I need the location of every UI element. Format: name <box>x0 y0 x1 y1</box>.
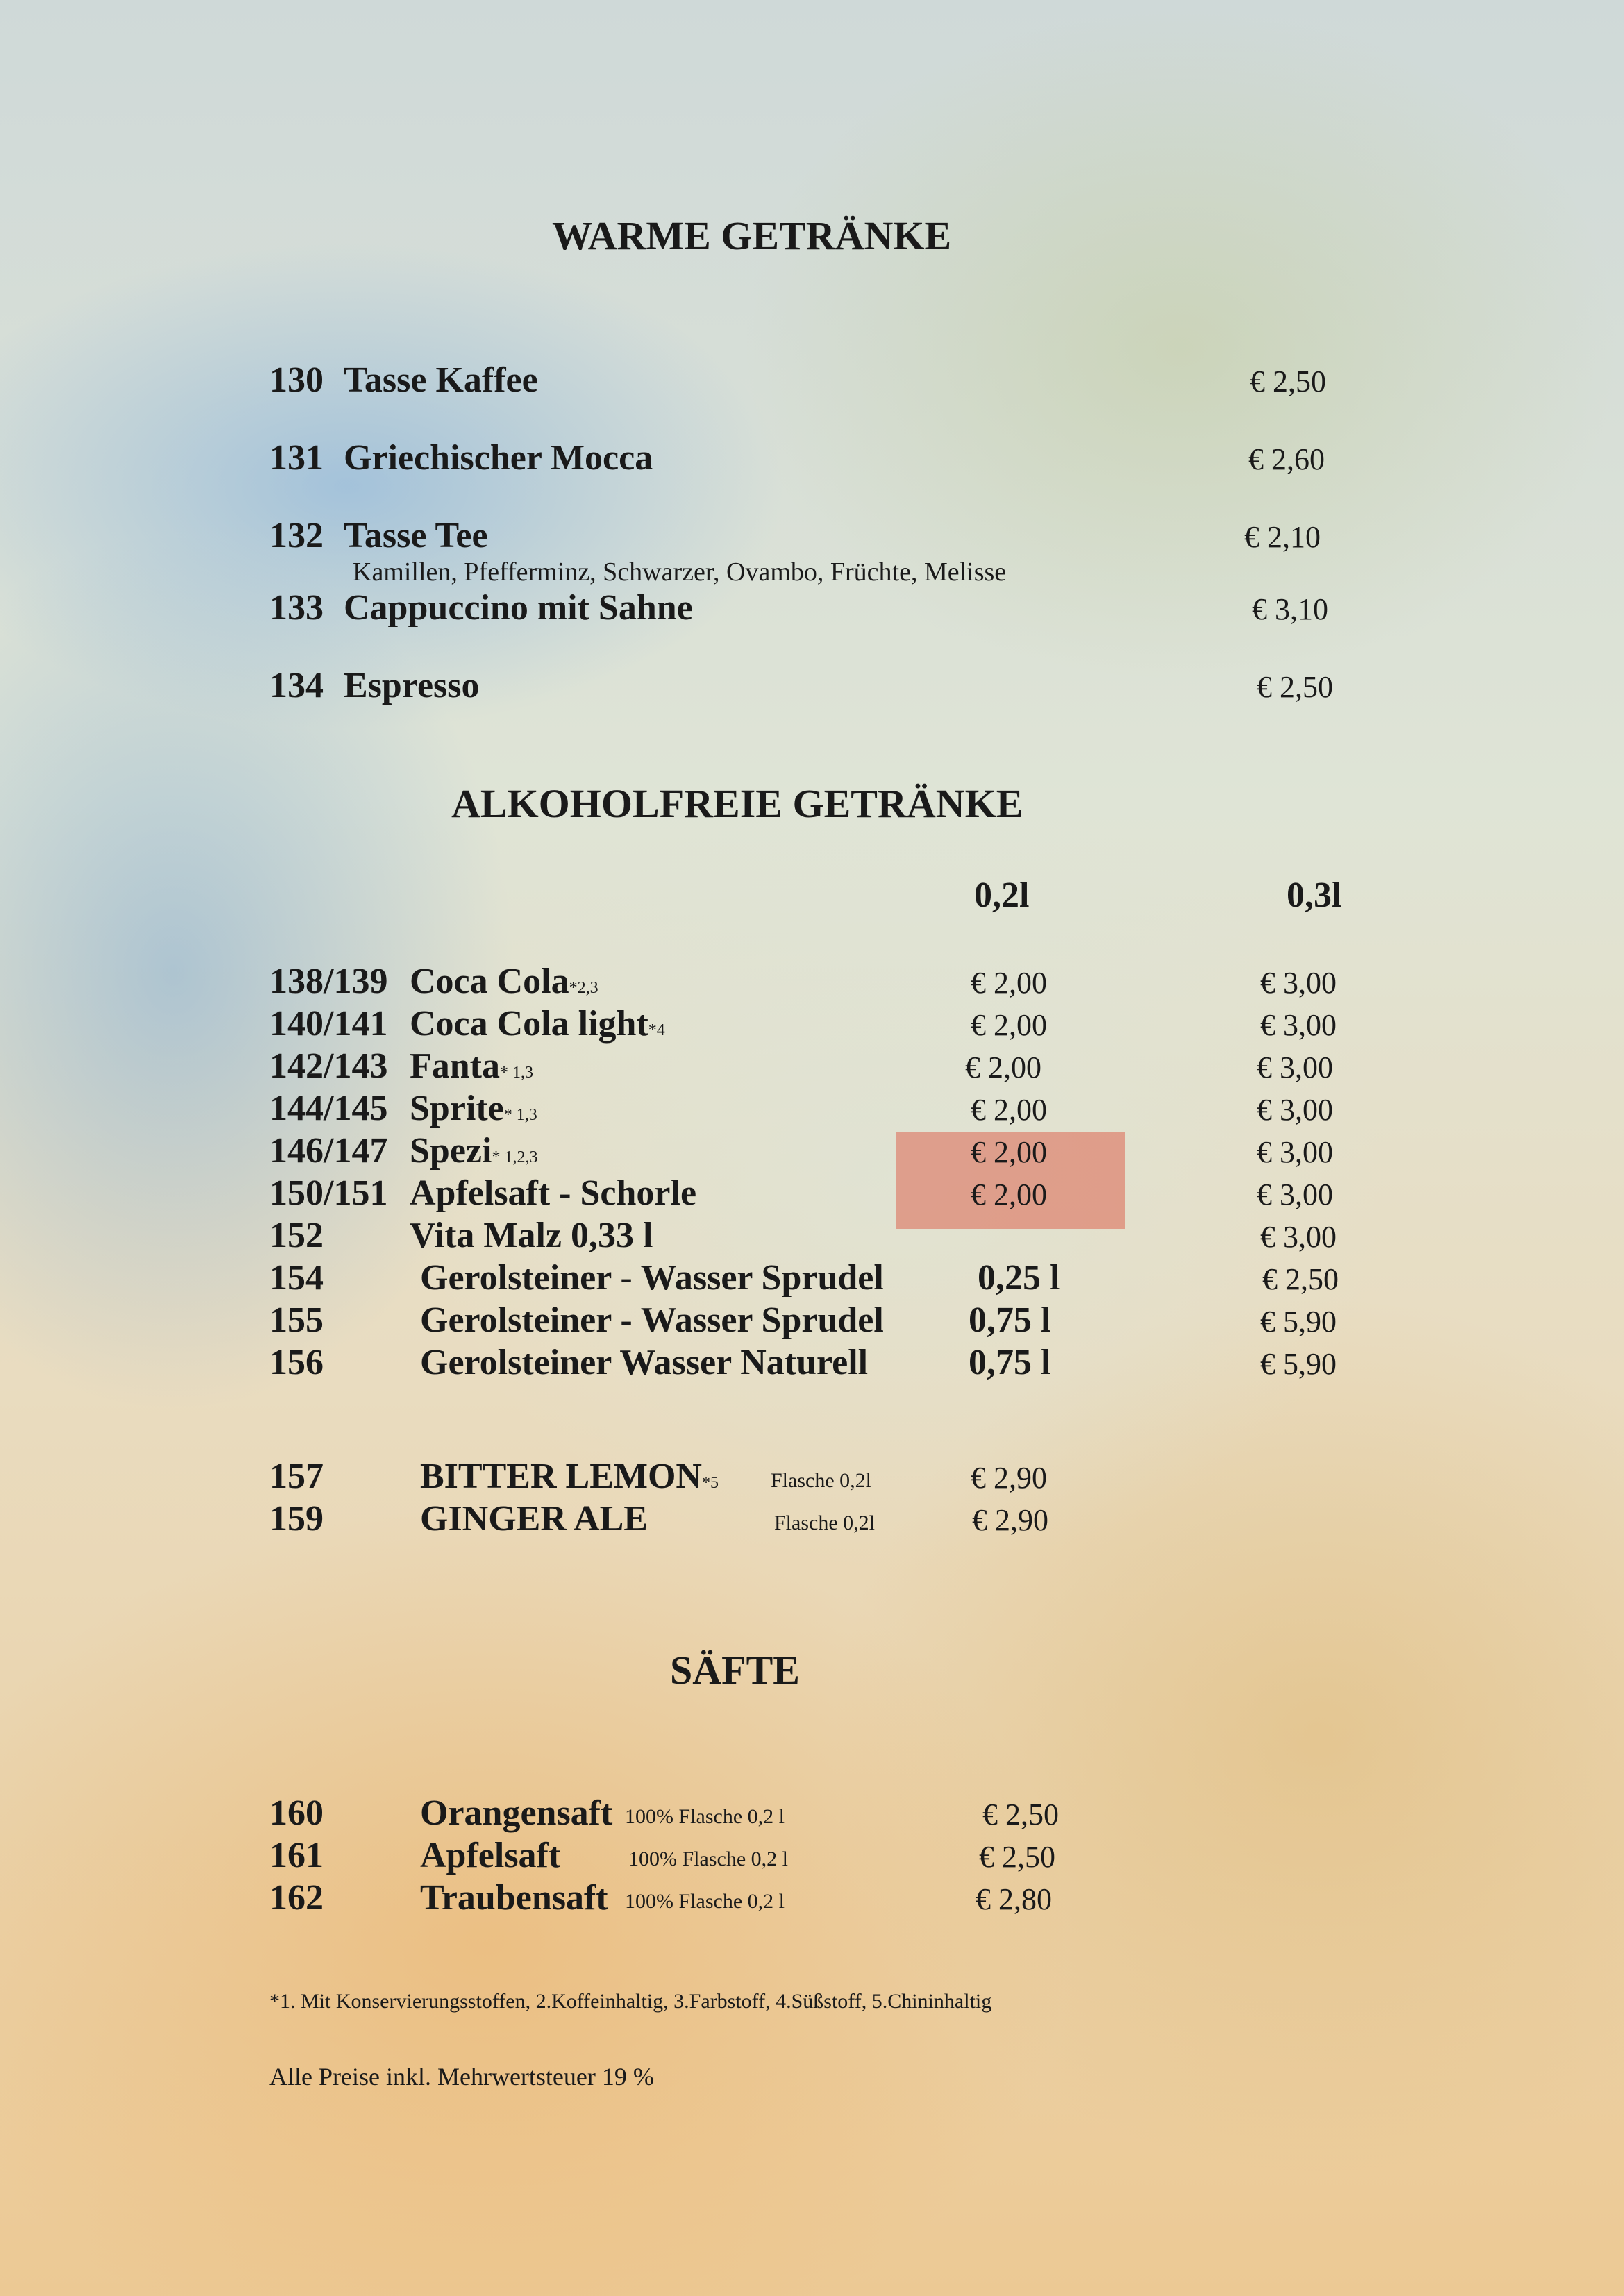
item-number: 152 <box>269 1216 324 1255</box>
item-number: 133 <box>269 588 324 628</box>
item-number: 144/145 <box>269 1089 388 1128</box>
item-price-large: € 3,00 <box>1257 1093 1333 1127</box>
item-size: 0,75 l <box>969 1300 1051 1340</box>
item-price: € 2,60 <box>1248 442 1325 476</box>
item-number: 140/141 <box>269 1004 388 1044</box>
additive-marker: *2,3 <box>569 979 598 997</box>
item-price-large: € 3,00 <box>1260 966 1337 1000</box>
additive-marker: *5 <box>701 1474 719 1492</box>
item-name: Apfelsaft <box>420 1836 561 1875</box>
item-size: 0,75 l <box>969 1343 1051 1382</box>
additive-marker: * 1,3 <box>503 1106 537 1124</box>
footnote-additives: *1. Mit Konservierungsstoffen, 2.Koffeinhaltig, 3.Farbstoff, 4.Süßstoff, 5.Chininhaltig <box>269 1990 992 2013</box>
section-title-soft: ALKOHOLFREIE GETRÄNKE <box>451 781 1023 826</box>
item-price: € 2,90 <box>971 1461 1047 1495</box>
item-name: Espresso <box>344 666 480 705</box>
item-price: € 5,90 <box>1260 1305 1337 1339</box>
item-description: Kamillen, Pfefferminz, Schwarzer, Ovambo, Früchte, Melisse <box>353 558 1007 587</box>
item-number: 155 <box>269 1300 324 1340</box>
item-number: 132 <box>269 516 324 555</box>
item-name: Gerolsteiner - Wasser Sprudel <box>420 1300 884 1340</box>
item-number: 154 <box>269 1258 324 1298</box>
item-name: Spezi* 1,2,3 <box>410 1131 538 1171</box>
item-name: Tasse Kaffee <box>344 360 538 400</box>
item-number: 130 <box>269 360 324 400</box>
item-price-large: € 3,00 <box>1257 1050 1333 1084</box>
item-name: BITTER LEMON*5 <box>420 1457 719 1496</box>
item-number: 138/139 <box>269 962 388 1001</box>
section-title-warm: WARME GETRÄNKE <box>552 213 952 258</box>
item-name: Orangensaft <box>420 1793 613 1833</box>
item-price: € 2,50 <box>979 1840 1055 1874</box>
item-name: Cappuccino mit Sahne <box>344 588 693 628</box>
section-title-juice: SÄFTE <box>670 1648 800 1693</box>
item-price: € 2,90 <box>972 1503 1048 1537</box>
item-number: 157 <box>269 1457 324 1496</box>
item-number: 142/143 <box>269 1046 388 1086</box>
item-price-small: € 2,00 <box>971 1135 1047 1169</box>
item-number: 131 <box>269 438 324 478</box>
item-price-large: € 3,00 <box>1260 1008 1337 1042</box>
item-name: Tasse Tee <box>344 516 488 555</box>
item-price: € 2,50 <box>1262 1262 1339 1296</box>
item-name: GINGER ALE <box>420 1499 648 1539</box>
item-name: Griechischer Mocca <box>344 438 653 478</box>
item-price: € 2,80 <box>976 1882 1052 1916</box>
item-name: Fanta* 1,3 <box>410 1046 533 1086</box>
item-detail: Flasche 0,2l <box>771 1469 871 1492</box>
item-name: Sprite* 1,3 <box>410 1089 537 1128</box>
item-name: Gerolsteiner - Wasser Sprudel <box>420 1258 884 1298</box>
item-number: 162 <box>269 1878 324 1918</box>
item-price: € 3,10 <box>1252 592 1328 626</box>
item-number: 146/147 <box>269 1131 388 1171</box>
item-size: 0,25 l <box>978 1258 1060 1298</box>
item-detail: Flasche 0,2l <box>774 1511 875 1534</box>
additive-marker: *4 <box>648 1021 665 1039</box>
item-number: 159 <box>269 1499 324 1539</box>
item-price: € 3,00 <box>1260 1220 1337 1254</box>
additive-marker: * 1,3 <box>500 1064 533 1082</box>
item-name: Coca Cola light*4 <box>410 1004 665 1044</box>
item-name: Coca Cola*2,3 <box>410 962 598 1001</box>
item-price: € 2,10 <box>1244 520 1321 554</box>
item-price-small: € 2,00 <box>971 1093 1047 1127</box>
item-number: 134 <box>269 666 324 705</box>
item-price: € 2,50 <box>1250 364 1326 399</box>
item-price: € 2,50 <box>982 1798 1059 1832</box>
item-price-small: € 2,00 <box>971 966 1047 1000</box>
item-price-large: € 3,00 <box>1257 1178 1333 1212</box>
item-name: Gerolsteiner Wasser Naturell <box>420 1343 869 1382</box>
item-detail: 100% Flasche 0,2 l <box>625 1890 785 1913</box>
item-price-small: € 2,00 <box>971 1008 1047 1042</box>
item-price: € 5,90 <box>1260 1347 1337 1381</box>
item-price-small: € 2,00 <box>971 1178 1047 1212</box>
item-name: Vita Malz 0,33 l <box>410 1216 653 1255</box>
item-name: Traubensaft <box>420 1878 608 1918</box>
item-number: 150/151 <box>269 1173 388 1213</box>
item-price-large: € 3,00 <box>1257 1135 1333 1169</box>
item-number: 156 <box>269 1343 324 1382</box>
additive-marker: * 1,2,3 <box>492 1148 538 1166</box>
item-number: 161 <box>269 1836 324 1875</box>
column-header-large: 0,3l <box>1287 875 1342 915</box>
item-price: € 2,50 <box>1257 670 1333 704</box>
item-detail: 100% Flasche 0,2 l <box>628 1847 788 1870</box>
item-price-small: € 2,00 <box>965 1050 1041 1084</box>
item-detail: 100% Flasche 0,2 l <box>625 1805 785 1828</box>
column-header-small: 0,2l <box>974 875 1030 915</box>
vat-note: Alle Preise inkl. Mehrwertsteuer 19 % <box>269 2063 654 2090</box>
item-number: 160 <box>269 1793 324 1833</box>
item-name: Apfelsaft - Schorle <box>410 1173 697 1213</box>
